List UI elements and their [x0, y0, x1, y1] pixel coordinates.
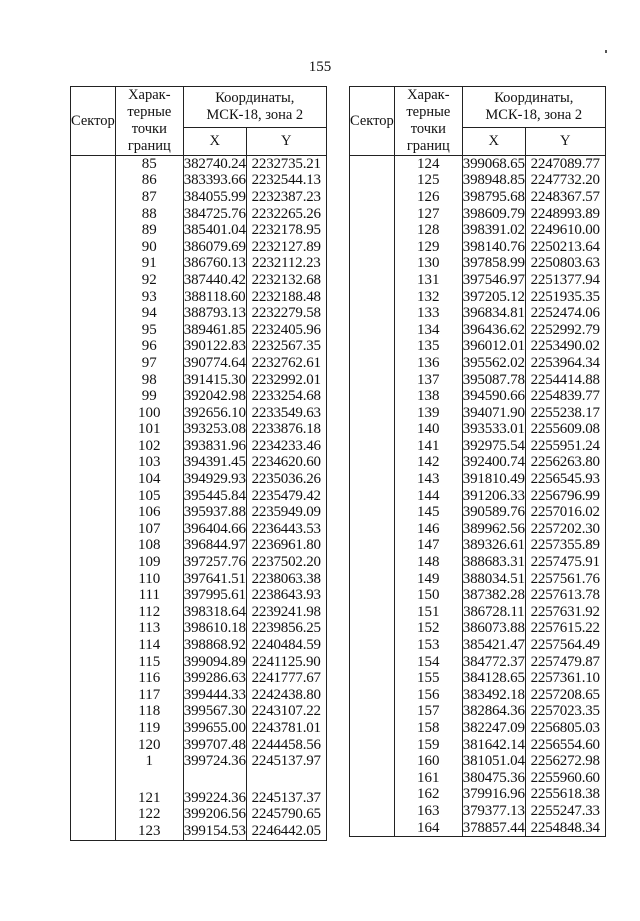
header-point-type [115, 87, 183, 156]
x-cell: 398868.92 [183, 637, 246, 654]
y-cell: 2240484.59 [246, 637, 326, 654]
y-cell: 2244458.56 [246, 737, 326, 754]
point-cell: 89 [115, 222, 183, 239]
table-body [71, 156, 327, 841]
point-cell: 127 [394, 206, 462, 223]
y-cell: 2255609.08 [525, 422, 605, 439]
point-cell: 156 [394, 687, 462, 704]
y-cell: 2235479.42 [246, 488, 326, 505]
y-cell: 2241125.90 [246, 654, 326, 671]
y-cell: 2254839.77 [525, 388, 605, 405]
point-cell: 116 [115, 670, 183, 687]
x-cell: 384055.99 [183, 189, 246, 205]
header-x: X [183, 128, 246, 156]
y-cell: 2232992.01 [246, 372, 326, 389]
point-cell: 138 [394, 388, 462, 405]
y-cell: 2257361.10 [525, 670, 605, 687]
y-cell: 2232112.23 [246, 256, 326, 273]
y-cell: 2246442.05 [246, 823, 326, 840]
y-cell: 2257355.89 [525, 538, 605, 555]
x-cell: 394391.45 [183, 454, 246, 471]
point-cell: 106 [115, 504, 183, 521]
x-cell: 393533.01 [462, 421, 525, 438]
x-cell: 392400.74 [462, 454, 525, 471]
point-cell: 139 [394, 405, 462, 422]
point-cell: 97 [115, 355, 183, 372]
x-cell: 397257.76 [183, 554, 246, 571]
x-cell: 390122.83 [183, 338, 246, 355]
y-cell: 2249610.00 [525, 222, 605, 239]
x-cell: 379916.96 [462, 786, 525, 803]
y-cell: 2232735.21 [246, 156, 326, 173]
point-cell: 142 [394, 455, 462, 472]
x-cell: 382247.09 [462, 720, 525, 736]
y-cell: 2245790.65 [246, 807, 326, 824]
point-cell: 98 [115, 372, 183, 389]
y-cell: 2243107.22 [246, 704, 326, 721]
y-cell: 2252474.06 [525, 305, 605, 322]
x-cell: 389461.85 [183, 321, 246, 338]
point-cell: 96 [115, 339, 183, 356]
x-cell: 399724.36 [183, 753, 246, 770]
x-cell: 383393.66 [183, 172, 246, 189]
point-cell: 94 [115, 305, 183, 322]
x-cell: 399286.63 [183, 670, 246, 687]
point-cell: 134 [394, 322, 462, 339]
y-cell: 2255951.24 [525, 438, 605, 455]
x-cell: 392975.54 [462, 438, 525, 454]
point-cell: 110 [115, 571, 183, 588]
y-cell: 2257202.30 [525, 521, 605, 538]
point-cell: 120 [115, 737, 183, 754]
point-cell: 125 [394, 173, 462, 190]
point-cell: 148 [394, 554, 462, 571]
point-cell: 132 [394, 289, 462, 306]
point-cell: 126 [394, 189, 462, 206]
y-cell: 2235036.26 [246, 471, 326, 488]
point-cell: 128 [394, 222, 462, 239]
header-sector: Сектор [71, 87, 116, 156]
x-cell: 398609.79 [462, 205, 525, 222]
y-cell: 2232387.23 [246, 189, 326, 206]
point-cell: 144 [394, 488, 462, 505]
y-cell: 2232178.95 [246, 222, 326, 239]
point-cell: 152 [394, 621, 462, 638]
y-cell: 2245137.97 [246, 753, 326, 770]
y-cell: 2242438.80 [246, 687, 326, 704]
header-point-type-text: Харак- терные точки границ [406, 87, 451, 154]
y-cell: 2250213.64 [525, 239, 605, 256]
x-cell: 398318.64 [183, 604, 246, 620]
x-cell: 396834.81 [462, 305, 525, 322]
x-cell: 388683.31 [462, 554, 525, 571]
table-row [71, 156, 327, 173]
table-row [350, 156, 606, 173]
point-cell: 102 [115, 438, 183, 455]
point-cell: 137 [394, 372, 462, 389]
point-cell: 119 [115, 720, 183, 737]
y-cell [246, 770, 326, 790]
y-cell: 2256796.99 [525, 488, 605, 505]
point-cell: 155 [394, 670, 462, 687]
x-cell: 391206.33 [462, 487, 525, 504]
y-cell: 2251935.35 [525, 289, 605, 306]
point-cell: 105 [115, 488, 183, 505]
y-cell: 2232265.26 [246, 206, 326, 223]
y-cell: 2237502.20 [246, 554, 326, 571]
x-cell: 385421.47 [462, 637, 525, 654]
point-cell: 107 [115, 521, 183, 538]
y-cell: 2255960.60 [525, 770, 605, 787]
y-cell: 2248993.89 [525, 206, 605, 223]
y-cell: 2232279.58 [246, 305, 326, 322]
header-coordinates [183, 87, 326, 128]
x-cell: 387440.42 [183, 272, 246, 288]
x-cell: 396844.97 [183, 537, 246, 554]
y-cell: 2255247.33 [525, 803, 605, 820]
y-cell: 2256263.80 [525, 455, 605, 472]
y-cell: 2232132.68 [246, 272, 326, 289]
x-cell: 397858.99 [462, 255, 525, 272]
y-cell: 2232544.13 [246, 173, 326, 190]
y-cell: 2232567.35 [246, 339, 326, 356]
header-x: X [462, 128, 525, 156]
point-cell: 158 [394, 720, 462, 737]
y-cell: 2257016.02 [525, 504, 605, 521]
y-cell: 2257615.22 [525, 621, 605, 638]
y-cell: 2257564.49 [525, 637, 605, 654]
point-cell: 117 [115, 687, 183, 704]
x-cell: 399567.30 [183, 703, 246, 720]
x-cell: 382864.36 [462, 703, 525, 720]
y-cell: 2235949.09 [246, 504, 326, 521]
point-cell: 136 [394, 355, 462, 372]
x-cell: 390774.64 [183, 355, 246, 371]
point-cell: 115 [115, 654, 183, 671]
x-cell: 396404.66 [183, 521, 246, 537]
x-cell: 399707.48 [183, 736, 246, 753]
y-cell: 2239856.25 [246, 621, 326, 638]
y-cell: 2256272.98 [525, 753, 605, 770]
point-cell: 88 [115, 206, 183, 223]
y-cell: 2233876.18 [246, 422, 326, 439]
point-cell: 111 [115, 587, 183, 604]
x-cell: 398610.18 [183, 620, 246, 637]
point-cell: 123 [115, 823, 183, 840]
y-cell: 2254414.88 [525, 372, 605, 389]
y-cell: 2256805.03 [525, 720, 605, 737]
y-cell: 2253964.34 [525, 355, 605, 372]
point-cell: 95 [115, 322, 183, 339]
y-cell: 2257208.65 [525, 687, 605, 704]
point-cell: 129 [394, 239, 462, 256]
header-coordinates [462, 87, 605, 128]
page-number: 155 [308, 59, 332, 75]
x-cell: 395562.02 [462, 355, 525, 371]
point-cell: 124 [394, 156, 462, 173]
point-cell: 92 [115, 272, 183, 289]
y-cell: 2232127.89 [246, 239, 326, 256]
point-cell: 147 [394, 538, 462, 555]
point-cell: 150 [394, 587, 462, 604]
y-cell: 2232762.61 [246, 355, 326, 372]
x-cell: 395445.84 [183, 487, 246, 504]
point-cell: 90 [115, 239, 183, 256]
x-cell: 395087.78 [462, 371, 525, 388]
x-cell: 394929.93 [183, 471, 246, 488]
x-cell: 393831.96 [183, 438, 246, 454]
sector-cell [71, 156, 116, 841]
point-cell: 86 [115, 173, 183, 190]
y-cell: 2257479.87 [525, 654, 605, 671]
scan-artifact [605, 50, 607, 53]
point-cell: 85 [115, 156, 183, 173]
point-cell: 130 [394, 256, 462, 273]
x-cell: 397641.51 [183, 570, 246, 587]
y-cell: 2238643.93 [246, 587, 326, 604]
x-cell: 397546.97 [462, 272, 525, 288]
x-cell: 393253.08 [183, 421, 246, 438]
x-cell: 384725.76 [183, 205, 246, 222]
x-cell: 385401.04 [183, 222, 246, 239]
point-cell: 159 [394, 737, 462, 754]
y-cell: 2233254.68 [246, 388, 326, 405]
x-cell: 381642.14 [462, 736, 525, 753]
point-cell: 118 [115, 704, 183, 721]
point-cell: 1 [115, 753, 183, 770]
x-cell: 391415.30 [183, 371, 246, 388]
y-cell: 2232405.96 [246, 322, 326, 339]
point-cell: 153 [394, 637, 462, 654]
x-cell: 395937.88 [183, 504, 246, 521]
y-cell: 2243781.01 [246, 720, 326, 737]
x-cell: 387382.28 [462, 587, 525, 604]
y-cell: 2256554.60 [525, 737, 605, 754]
x-cell: 398795.68 [462, 189, 525, 205]
x-cell: 398391.02 [462, 222, 525, 239]
y-cell: 2238063.38 [246, 571, 326, 588]
point-cell: 141 [394, 438, 462, 455]
x-cell: 389326.61 [462, 537, 525, 554]
x-cell: 381051.04 [462, 753, 525, 770]
x-cell: 398140.76 [462, 238, 525, 255]
y-cell: 2236443.53 [246, 521, 326, 538]
y-cell: 2241777.67 [246, 670, 326, 687]
point-cell: 149 [394, 571, 462, 588]
x-cell: 399068.65 [462, 155, 525, 172]
y-cell: 2252992.79 [525, 322, 605, 339]
point-cell: 108 [115, 538, 183, 555]
point-cell: 114 [115, 637, 183, 654]
y-cell: 2257475.91 [525, 554, 605, 571]
point-cell: 140 [394, 422, 462, 439]
x-cell: 388793.13 [183, 305, 246, 322]
x-cell: 398948.85 [462, 172, 525, 189]
x-cell: 386073.88 [462, 620, 525, 637]
x-cell: 386079.69 [183, 238, 246, 255]
point-cell: 100 [115, 405, 183, 422]
y-cell: 2257561.76 [525, 571, 605, 588]
x-cell: 399154.53 [183, 823, 246, 839]
x-cell: 392042.98 [183, 388, 246, 405]
point-cell: 101 [115, 422, 183, 439]
point-cell: 164 [394, 820, 462, 837]
point-cell: 143 [394, 471, 462, 488]
x-cell: 396436.62 [462, 321, 525, 338]
point-cell: 87 [115, 189, 183, 206]
x-cell: 388118.60 [184, 288, 246, 305]
point-cell: 99 [115, 388, 183, 405]
point-cell: 162 [394, 787, 462, 804]
point-cell: 113 [115, 621, 183, 638]
y-cell: 2257631.92 [525, 604, 605, 621]
header-point-type [394, 87, 462, 156]
x-cell: 397205.12 [462, 288, 525, 305]
point-cell: 109 [115, 554, 183, 571]
y-cell: 2251377.94 [525, 272, 605, 289]
y-cell: 2247089.77 [525, 156, 605, 173]
y-cell: 2239241.98 [246, 604, 326, 621]
x-cell: 379377.13 [462, 803, 525, 819]
point-cell: 112 [115, 604, 183, 621]
header-coordinates-text: Координаты, МСК-18, зона 2 [206, 90, 304, 123]
coordinates-table-left [70, 86, 327, 841]
y-cell: 2255238.17 [525, 405, 605, 422]
point-cell: 104 [115, 471, 183, 488]
point-cell: 91 [115, 256, 183, 273]
point-cell: 131 [394, 272, 462, 289]
point-cell: 135 [394, 339, 462, 356]
y-cell: 2248367.57 [525, 189, 605, 206]
header-coordinates-text: Координаты, МСК-18, зона 2 [485, 90, 583, 123]
x-cell: 386728.11 [463, 604, 525, 620]
y-cell: 2232188.48 [246, 289, 326, 306]
x-cell: 399206.56 [183, 806, 246, 823]
y-cell: 2257613.78 [525, 587, 605, 604]
x-cell: 386760.13 [183, 255, 246, 272]
x-cell: 392656.10 [183, 404, 246, 421]
x-cell: 388034.51 [462, 570, 525, 587]
x-cell: 390589.76 [462, 504, 525, 521]
x-cell: 384128.65 [462, 670, 525, 687]
y-cell: 2247732.20 [525, 173, 605, 190]
x-cell: 378857.44 [462, 819, 525, 836]
x-cell: 382740.24 [183, 155, 246, 172]
x-cell: 399444.33 [183, 687, 246, 703]
header-y: Y [246, 128, 326, 156]
y-cell: 2255618.38 [525, 787, 605, 804]
x-cell [183, 770, 246, 790]
point-cell: 157 [394, 704, 462, 721]
x-cell: 396012.01 [462, 338, 525, 355]
header-point-type-text: Харак- терные точки границ [127, 87, 172, 154]
y-cell: 2253490.02 [525, 339, 605, 356]
x-cell: 399224.36 [183, 789, 246, 806]
header-sector: Сектор [350, 87, 395, 156]
point-cell: 154 [394, 654, 462, 671]
y-cell: 2254848.34 [525, 820, 605, 837]
y-cell: 2250803.63 [525, 256, 605, 273]
x-cell: 399655.00 [183, 720, 246, 736]
y-cell: 2233549.63 [246, 405, 326, 422]
point-cell: 122 [115, 807, 183, 824]
point-cell: 161 [394, 770, 462, 787]
point-cell: 103 [115, 455, 183, 472]
table-body [350, 156, 606, 837]
y-cell: 2234620.60 [246, 455, 326, 472]
coordinates-table-right [349, 86, 606, 837]
y-cell: 2256545.93 [525, 471, 605, 488]
x-cell: 380475.36 [462, 769, 525, 786]
point-cell: 133 [394, 305, 462, 322]
point-cell: 145 [394, 504, 462, 521]
x-cell: 383492.18 [462, 687, 525, 703]
x-cell: 394590.66 [462, 388, 525, 405]
x-cell: 389962.56 [462, 521, 525, 537]
y-cell: 2236961.80 [246, 538, 326, 555]
point-cell: 160 [394, 753, 462, 770]
x-cell: 397995.61 [183, 587, 246, 604]
point-cell [115, 770, 183, 790]
point-cell: 151 [394, 604, 462, 621]
y-cell: 2257023.35 [525, 704, 605, 721]
sector-cell [350, 156, 395, 837]
y-cell: 2234233.46 [246, 438, 326, 455]
x-cell: 399094.89 [183, 653, 246, 670]
header-y: Y [525, 128, 605, 156]
point-cell: 163 [394, 803, 462, 820]
point-cell: 121 [115, 790, 183, 807]
point-cell: 93 [115, 289, 183, 306]
x-cell: 394071.90 [462, 404, 525, 421]
y-cell: 2245137.37 [246, 790, 326, 807]
x-cell: 391810.49 [462, 471, 525, 488]
point-cell: 146 [394, 521, 462, 538]
x-cell: 384772.37 [462, 653, 525, 670]
